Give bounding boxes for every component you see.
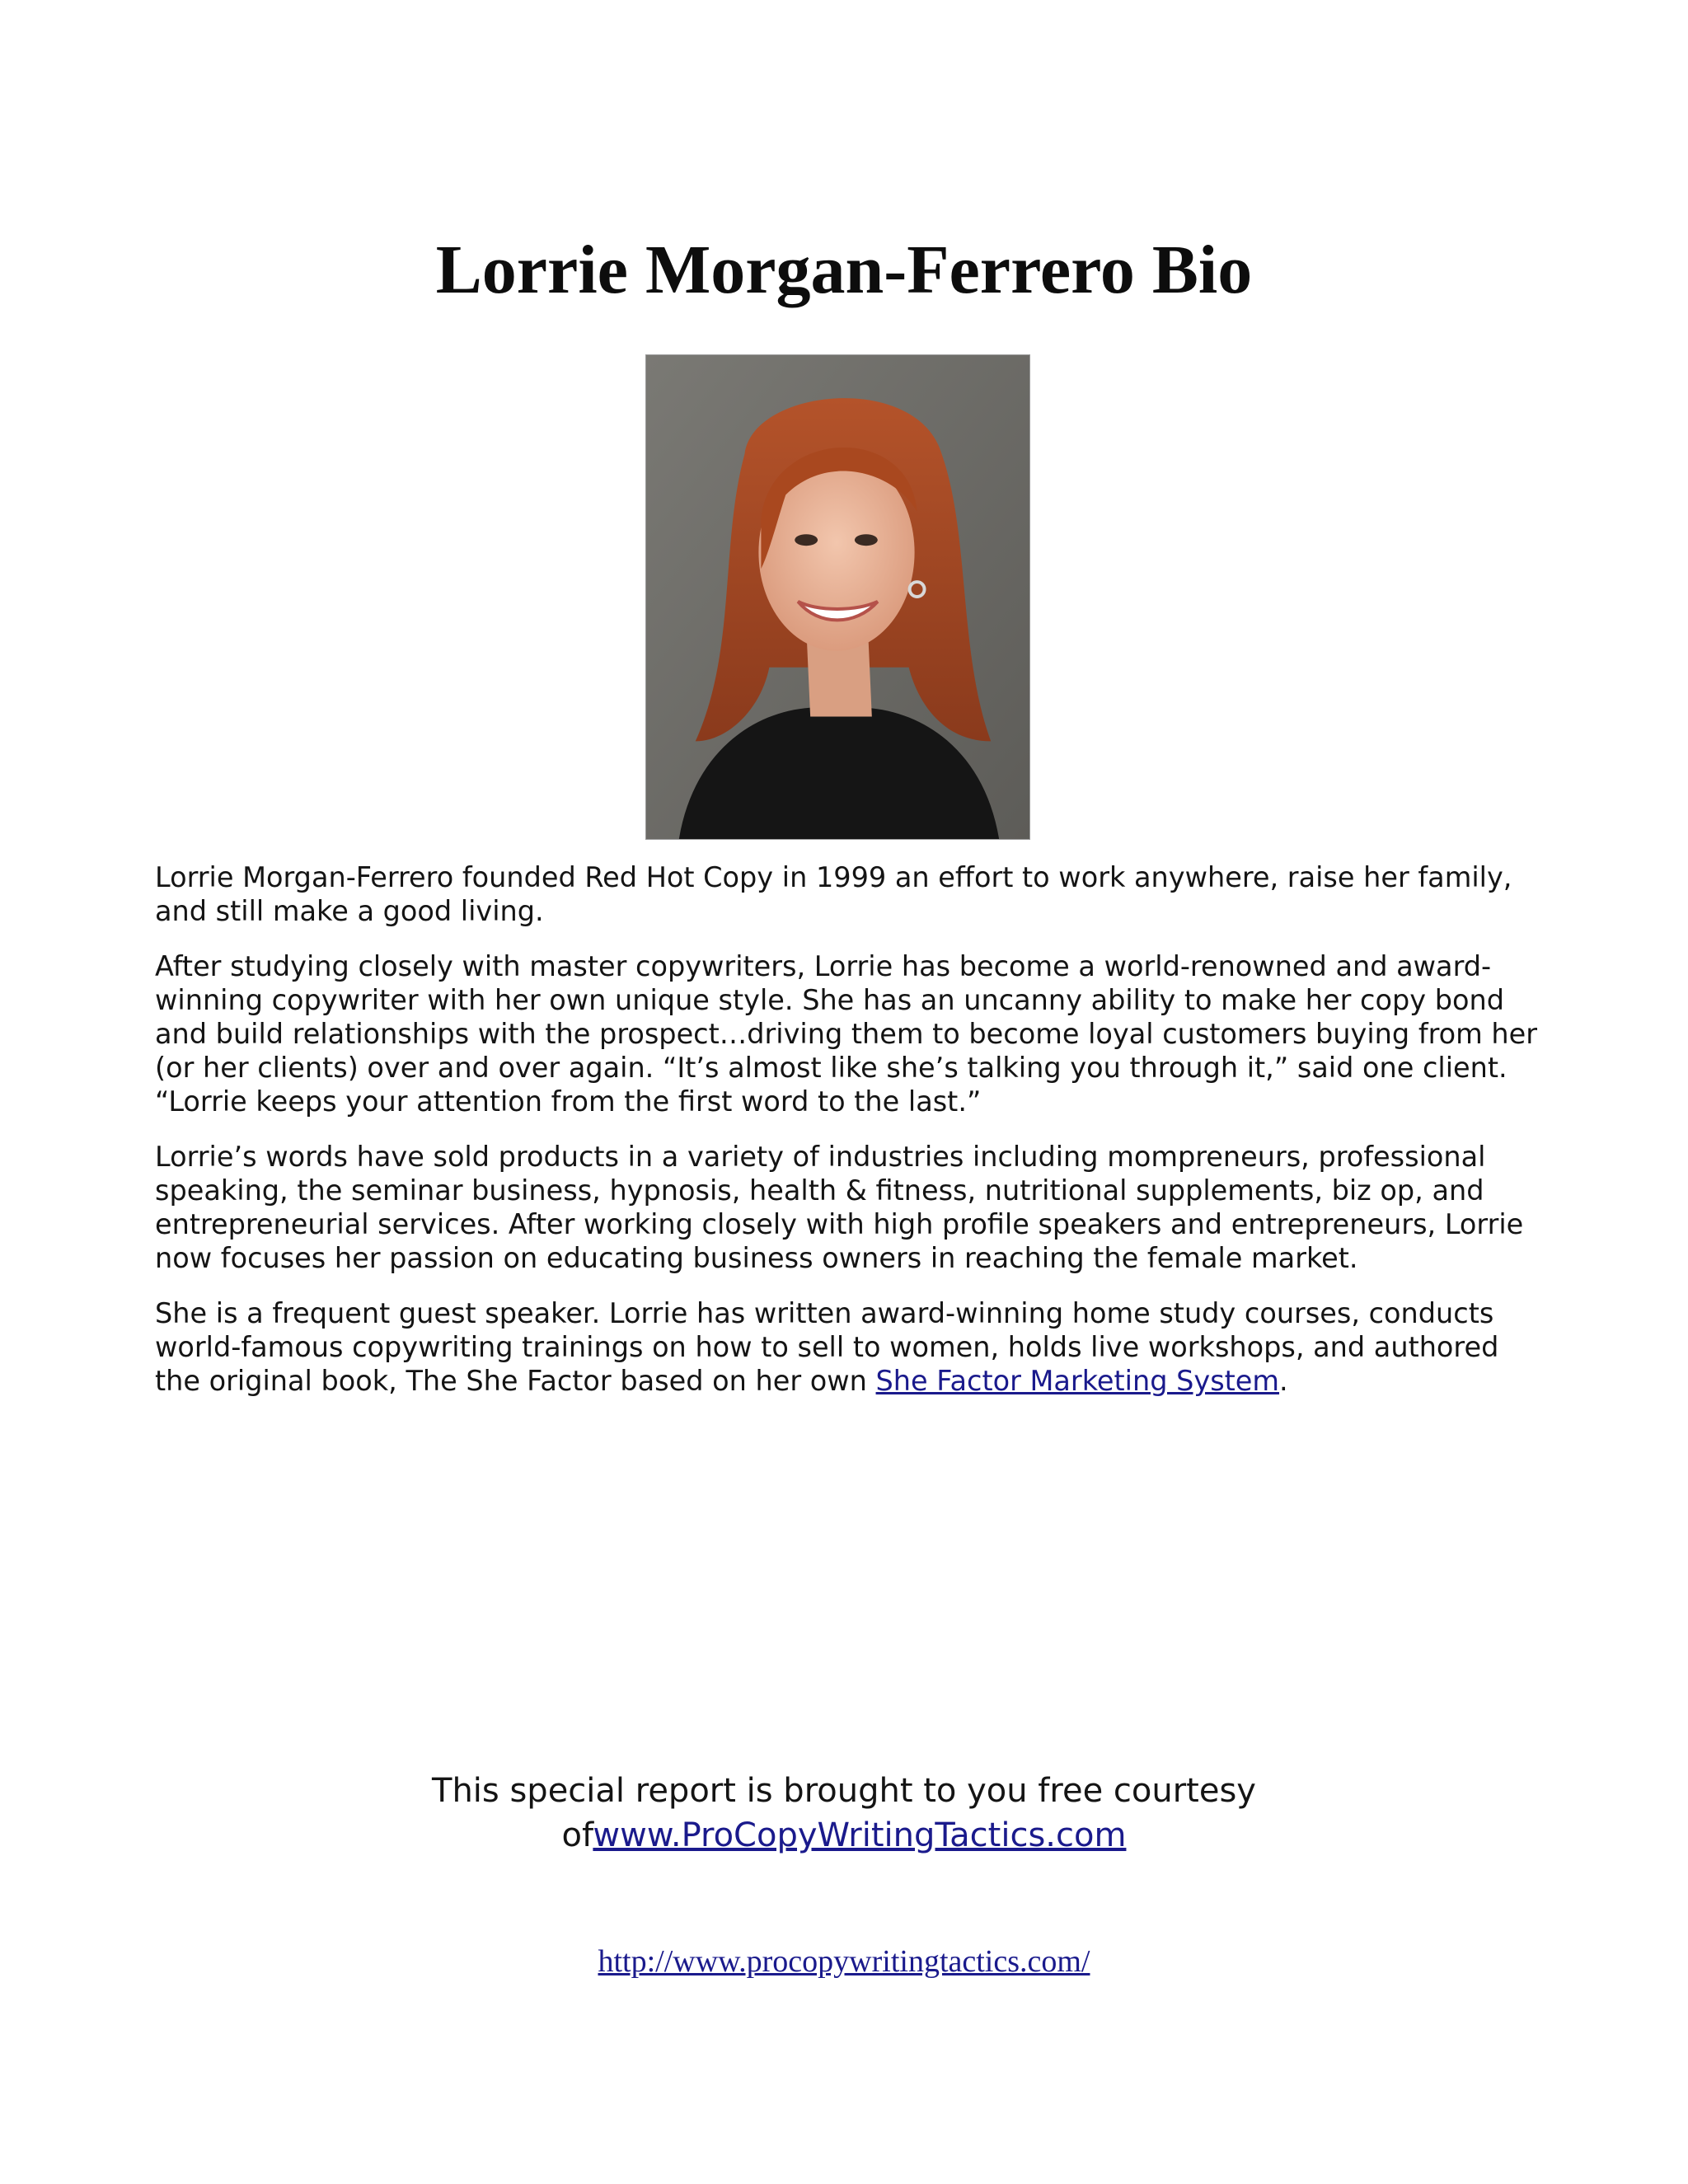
courtesy-line-1: This special report is brought to you free courtesy — [432, 1772, 1256, 1810]
bio-paragraph-4-text: She is a frequent guest speaker. Lorrie has written award-winning home study courses, conducts world-famous copywriting trainings on how to sell to women, holds live workshops, and authored the original book, The She Factor based on her own — [155, 1297, 1499, 1397]
bio-paragraph-4-end: . — [1279, 1365, 1288, 1397]
courtesy-prefix: of — [561, 1816, 593, 1854]
footer — [0, 1942, 1688, 1981]
footer-url-link[interactable]: http://www.procopywritingtactics.com/ — [598, 1944, 1090, 1979]
page-title: Lorrie Morgan-Ferrero Bio — [435, 232, 1253, 308]
courtesy-line-2 — [0, 1813, 1688, 1858]
bio-paragraph-2: After studying closely with master copywriters, Lorrie has become a world-renowned and award-winning copywriter with her own unique style. She has an uncanny ability to make her copy bond and build relationships with the prospect…driving them to become loyal customers buying from her (or her clients) over and over again. “It’s almost like she’s talking you through it,” said one client. “Lorrie keeps your attention from the first word to the last.” — [155, 950, 1538, 1118]
she-factor-link[interactable]: She Factor Marketing System — [875, 1365, 1280, 1397]
bio-paragraph-4 — [155, 1296, 1540, 1398]
procopywriting-link[interactable]: www.ProCopyWritingTactics.com — [593, 1816, 1127, 1854]
portrait-photo-icon — [645, 354, 1030, 840]
bio-text — [155, 860, 1540, 1419]
bio-paragraph-3: Lorrie’s words have sold products in a variety of industries including mompreneurs, professional speaking, the seminar business, hypnosis, health & fitness, nutritional supplements, biz op, and entrepreneurial services. After working closely with high profile speakers and entrepreneurs, Lorrie now focuses her passion on educating business owners in reaching the female market. — [155, 1141, 1524, 1274]
bio-paragraph-1: Lorrie Morgan-Ferrero founded Red Hot Copy in 1999 an effort to work anywhere, raise her family, and still make a good living. — [155, 861, 1512, 927]
courtesy-notice — [0, 1769, 1688, 1858]
